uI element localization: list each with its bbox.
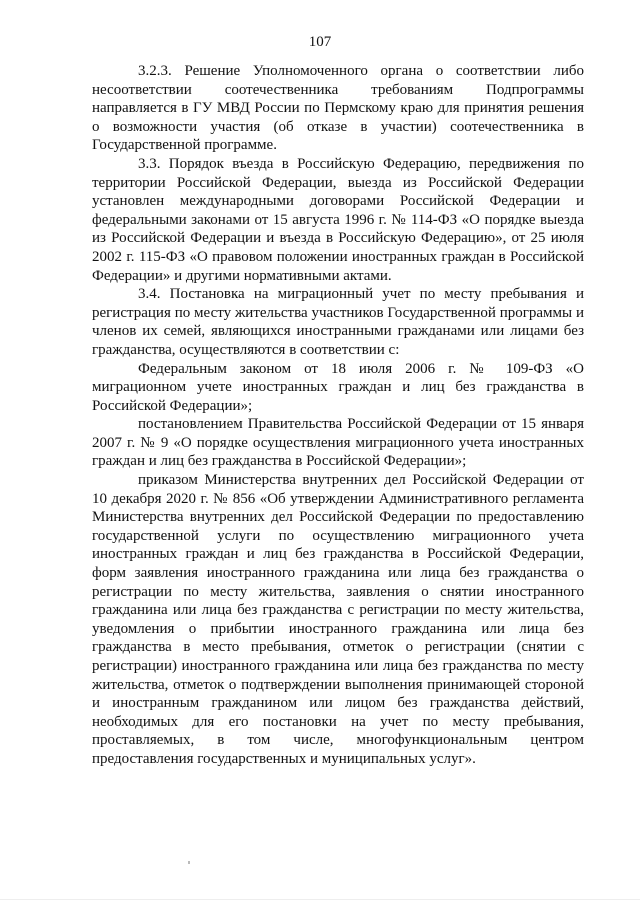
paragraph-federal-law: Федеральным законом от 18 июля 2006 г. № 109-ФЗ «О миграционном учете иностранных граждан и лиц без гражданства в Российской Федерации»;: [92, 360, 584, 414]
paragraph-3-4: 3.4. Постановка на миграционный учет по месту пребывания и регистрация по месту жительства участников Государственной программы и членов их семей, являющихся иностранными гражданами или лицами без гражданства, осуществляются в соответствии с:: [92, 286, 584, 358]
document-body: [92, 62, 584, 769]
paragraph-3-2-3: 3.2.3. Решение Уполномоченного органа о соответствии либо несоответствии соотечественника требованиям Подпрограммы направляется в ГУ МВД России по Пермскому краю для принятия решения о возможности участия (об отказе в участии) соотечественника в Государственной программе.: [92, 63, 584, 154]
page-number: 107: [308, 34, 332, 50]
paragraph-3-3: 3.3. Порядок въезда в Российскую Федерацию, передвижения по территории Российской Федерации, выезда из Российской Федерации установлен международными договорами Российской Федерации и федеральными законами от 15 августа 1996 г. № 114-ФЗ «О порядке выезда из Российской Федерации и въезда в Российскую Федерацию», от 25 июля 2002 г. 115-ФЗ «О правовом положении иностранных граждан в Российской Федерации» и другими нормативными актами.: [92, 155, 584, 284]
scan-edge: [0, 899, 640, 900]
scan-speck: [188, 861, 190, 864]
paragraph-mvd-order: приказом Министерства внутренних дел Российской Федерации от 10 декабря 2020 г. № 856 «Об утверждении Административного регламента Министерства внутренних дел Российской Федерации по предоставлению государственной услуги по осуществлению миграционного учета иностранных граждан и лиц без гражданства в Российской Федерации, форм заявления иностранного гражданина или лица без гражданства о регистрации по месту жительства, заявления о снятии иностранного гражданина или лица без гражданства с регистрации по месту жительства, уведомления о прибытии иностранного гражданина или лица без гражданства в место пребывания, отметок о регистрации (снятии с регистрации) иностранного гражданина или лица без гражданства по месту жительства, отметок о подтверждении выполнения принимающей стороной и иностранным гражданином или лицом без гражданства действий, необходимых для его постановки на учет по месту пребывания, проставляемых, в том числе, многофункциональным центром предоставления государственных и муниципальных услуг».: [92, 472, 584, 767]
paragraph-government-decree: постановлением Правительства Российской Федерации от 15 января 2007 г. № 9 «О порядке осуществления миграционного учета иностранных граждан и лиц без гражданства в Российской Федерации»;: [92, 416, 584, 470]
